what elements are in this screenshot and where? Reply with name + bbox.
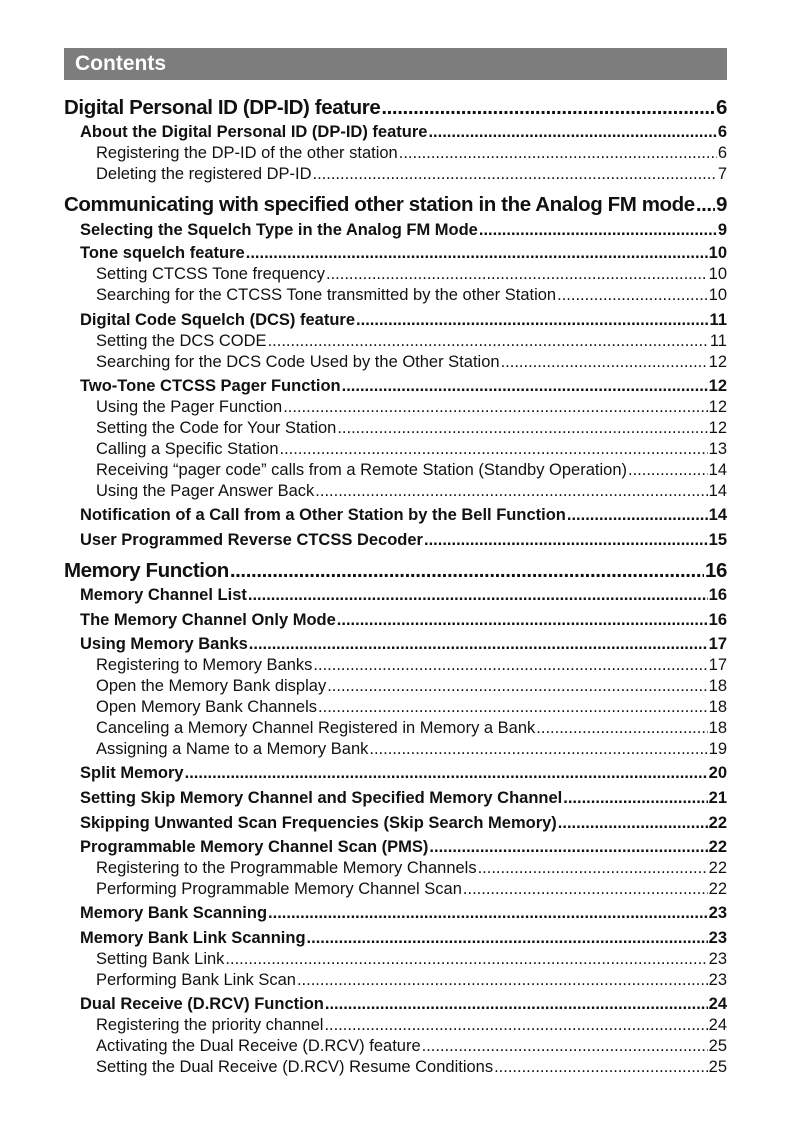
toc-leader-dots [424,530,708,550]
toc-entry[interactable] [96,143,727,163]
toc-entry[interactable] [80,610,727,630]
toc-entry-title: Performing Programmable Memory Channel Scan [96,880,462,898]
toc-entry-page: 11 [709,311,727,329]
toc-leader-dots [280,439,708,459]
toc-entry-page: 22 [708,814,727,832]
toc-entry-page: 9 [717,221,727,239]
toc-entry[interactable] [80,763,727,783]
toc-entry-title: Setting the Code for Your Station [96,419,337,437]
toc-leader-dots [249,634,708,654]
toc-entry-page: 12 [708,419,727,437]
toc-entry[interactable] [80,310,727,330]
toc-entry[interactable] [80,813,727,833]
toc-leader-dots [230,559,704,583]
toc-entry-title: Registering the priority channel [96,1016,324,1034]
toc-leader-dots [429,837,707,857]
toc-entry-title: Calling a Specific Station [96,440,279,458]
toc-entry-page: 16 [704,559,727,582]
toc-entry[interactable] [80,634,727,654]
toc-entry-title: Receiving “pager code” calls from a Remote Station (Standby Operation) [96,461,628,479]
toc-entry-page: 14 [708,482,727,500]
toc-entry[interactable] [80,376,727,396]
toc-entry-title: Open Memory Bank Channels [96,698,318,716]
toc-entry[interactable] [80,928,727,948]
toc-entry-page: 13 [708,440,727,458]
toc-entry-title: Digital Personal ID (DP-ID) feature [64,96,381,119]
toc-leader-dots [327,676,707,696]
toc-entry[interactable] [96,879,727,899]
toc-entry[interactable] [96,1036,727,1056]
toc-entry-page: 24 [708,995,727,1013]
toc-entry-page: 12 [708,377,727,395]
toc-entry-title: Setting the DCS CODE [96,332,267,350]
toc-entry-title: Setting Bank Link [96,950,225,968]
toc-entry[interactable] [96,439,727,459]
toc-entry-title: Digital Code Squelch (DCS) feature [80,311,356,329]
toc-leader-dots [225,949,707,969]
toc-entry-title: Memory Function [64,559,229,582]
toc-entry[interactable] [96,331,727,351]
toc-entry-page: 12 [708,398,727,416]
toc-entry[interactable] [80,903,727,923]
toc-entry-title: Setting CTCSS Tone frequency [96,265,325,283]
toc-entry-title: Memory Channel List [80,586,247,604]
toc-entry[interactable] [80,122,727,142]
toc-leader-dots [268,331,709,351]
toc-entry-page: 11 [709,332,727,350]
toc-entry-title: The Memory Channel Only Mode [80,611,336,629]
toc-entry-page: 6 [717,123,727,141]
toc-entry[interactable] [96,481,727,501]
toc-entry-page: 20 [708,764,727,782]
toc-entry[interactable] [96,949,727,969]
toc-leader-dots [628,460,708,480]
toc-entry-title: Searching for the DCS Code Used by the Other Station [96,353,500,371]
toc-entry[interactable] [96,285,727,305]
toc-entry-page: 25 [708,1037,727,1055]
toc-entry-page: 14 [708,506,727,524]
toc-entry[interactable] [80,837,727,857]
toc-entry-page: 18 [708,719,727,737]
toc-entry[interactable] [96,970,727,990]
toc-entry[interactable] [96,1015,727,1035]
toc-entry-page: 10 [708,286,727,304]
toc-entry-page: 18 [708,677,727,695]
toc-entry-page: 17 [708,635,727,653]
toc-entry-title: Tone squelch feature [80,244,245,262]
toc-leader-dots [478,858,708,878]
toc-leader-dots [283,397,707,417]
toc-entry[interactable] [96,676,727,696]
toc-leader-dots [315,481,707,501]
toc-leader-dots [307,928,708,948]
toc-leader-dots [567,505,708,525]
toc-entry[interactable] [80,788,727,808]
toc-entry[interactable] [96,1057,727,1077]
toc-entry-page: 23 [708,971,727,989]
toc-leader-dots [325,994,708,1014]
toc-entry-page: 9 [715,193,727,216]
toc-entry-page: 24 [708,1016,727,1034]
toc-entry[interactable] [64,193,727,217]
toc-entry-page: 22 [708,838,727,856]
toc-entry-title: Selecting the Squelch Type in the Analog FM Mode [80,221,478,239]
contents-title: Contents [75,52,166,75]
toc-entry[interactable] [64,96,727,120]
toc-entry-page: 22 [708,880,727,898]
toc-leader-dots [557,285,708,305]
toc-entry-title: Registering the DP-ID of the other station [96,144,398,162]
toc-leader-dots [268,903,708,923]
toc-leader-dots [313,164,717,184]
toc-entry[interactable] [80,585,727,605]
toc-leader-dots [337,610,708,630]
toc-entry-title: Activating the Dual Receive (D.RCV) feature [96,1037,421,1055]
toc-entry[interactable] [96,718,727,738]
toc-entry[interactable] [96,739,727,759]
toc-entry-title: Memory Bank Link Scanning [80,929,306,947]
toc-entry-title: Programmable Memory Channel Scan (PMS) [80,838,429,856]
toc-entry-page: 12 [708,353,727,371]
toc-entry-page: 7 [717,165,727,183]
toc-entry[interactable] [80,505,727,525]
toc-leader-dots [318,697,708,717]
toc-leader-dots [342,376,708,396]
toc-entry[interactable] [64,559,727,583]
toc-leader-dots [356,310,709,330]
toc-leader-dots [501,352,708,372]
toc-entry-page: 16 [708,586,727,604]
toc-entry[interactable] [96,655,727,675]
toc-entry-title: Setting the Dual Receive (D.RCV) Resume Conditions [96,1058,494,1076]
toc-entry-title: Two-Tone CTCSS Pager Function [80,377,341,395]
toc-entry-title: Using the Pager Answer Back [96,482,315,500]
toc-entry-title: Notification of a Call from a Other Station by the Bell Function [80,506,566,524]
toc-entry-title: User Programmed Reverse CTCSS Decoder [80,531,423,549]
toc-entry[interactable] [96,352,727,372]
toc-entry-page: 14 [708,461,727,479]
toc-entry-title: Split Memory [80,764,184,782]
toc-entry-page: 16 [708,611,727,629]
toc-entry-page: 10 [708,244,727,262]
toc-leader-dots [558,813,708,833]
toc-leader-dots [536,718,707,738]
toc-entry-page: 23 [708,929,727,947]
toc-leader-dots [246,243,708,263]
toc-entry[interactable] [96,264,727,284]
toc-entry-title: Registering to Memory Banks [96,656,313,674]
toc-entry-title: Dual Receive (D.RCV) Function [80,995,324,1013]
toc-entry[interactable] [80,530,727,550]
toc-leader-dots [428,122,716,142]
toc-entry-title: Performing Bank Link Scan [96,971,296,989]
toc-entry-page: 19 [708,740,727,758]
toc-entry-page: 21 [708,789,727,807]
toc-leader-dots [337,418,707,438]
toc-entry-title: Memory Bank Scanning [80,904,268,922]
toc-leader-dots [248,585,708,605]
toc-leader-dots [696,193,715,217]
toc-entry-title: Assigning a Name to a Memory Bank [96,740,369,758]
toc-leader-dots [422,1036,708,1056]
toc-leader-dots [297,970,708,990]
toc-entry-title: Setting Skip Memory Channel and Specified Memory Channel [80,789,563,807]
toc-entry-page: 22 [708,859,727,877]
toc-leader-dots [324,1015,707,1035]
toc-entry[interactable] [80,994,727,1014]
toc-entry[interactable] [96,397,727,417]
toc-leader-dots [381,96,715,120]
toc-leader-dots [326,264,708,284]
toc-entry-page: 18 [708,698,727,716]
toc-leader-dots [479,220,717,240]
toc-leader-dots [563,788,707,808]
toc-entry[interactable] [96,418,727,438]
toc-entry[interactable] [96,164,727,184]
toc-entry-page: 6 [715,96,727,119]
toc-entry-title: Open the Memory Bank display [96,677,327,695]
toc-entry-title: Registering to the Programmable Memory Channels [96,859,477,877]
toc-entry-page: 23 [708,904,727,922]
toc-entry-title: Communicating with specified other station in the Analog FM mode [64,193,695,216]
toc-entry-title: About the Digital Personal ID (DP-ID) feature [80,123,428,141]
toc-leader-dots [313,655,707,675]
toc-entry-page: 15 [708,531,727,549]
toc-entry-page: 10 [708,265,727,283]
toc-leader-dots [494,1057,708,1077]
toc-entry-title: Canceling a Memory Channel Registered in Memory a Bank [96,719,536,737]
toc-entry-page: 17 [708,656,727,674]
toc-leader-dots [463,879,708,899]
toc-entry-page: 23 [708,950,727,968]
toc-entry-page: 6 [717,144,727,162]
toc-leader-dots [185,763,708,783]
toc-entry-title: Searching for the CTCSS Tone transmitted by the other Station [96,286,557,304]
toc-entry-title: Using the Pager Function [96,398,283,416]
toc-leader-dots [369,739,707,759]
toc-entry-page: 25 [708,1058,727,1076]
toc-entry-title: Skipping Unwanted Scan Frequencies (Skip Search Memory) [80,814,557,832]
toc-leader-dots [399,143,717,163]
toc-entry-title: Deleting the registered DP-ID [96,165,312,183]
toc-entry[interactable] [80,220,727,240]
toc-entry-title: Using Memory Banks [80,635,248,653]
toc-entry[interactable] [96,697,727,717]
toc-entry[interactable] [96,858,727,878]
toc-entry[interactable] [80,243,727,263]
toc-entry[interactable] [96,460,727,480]
